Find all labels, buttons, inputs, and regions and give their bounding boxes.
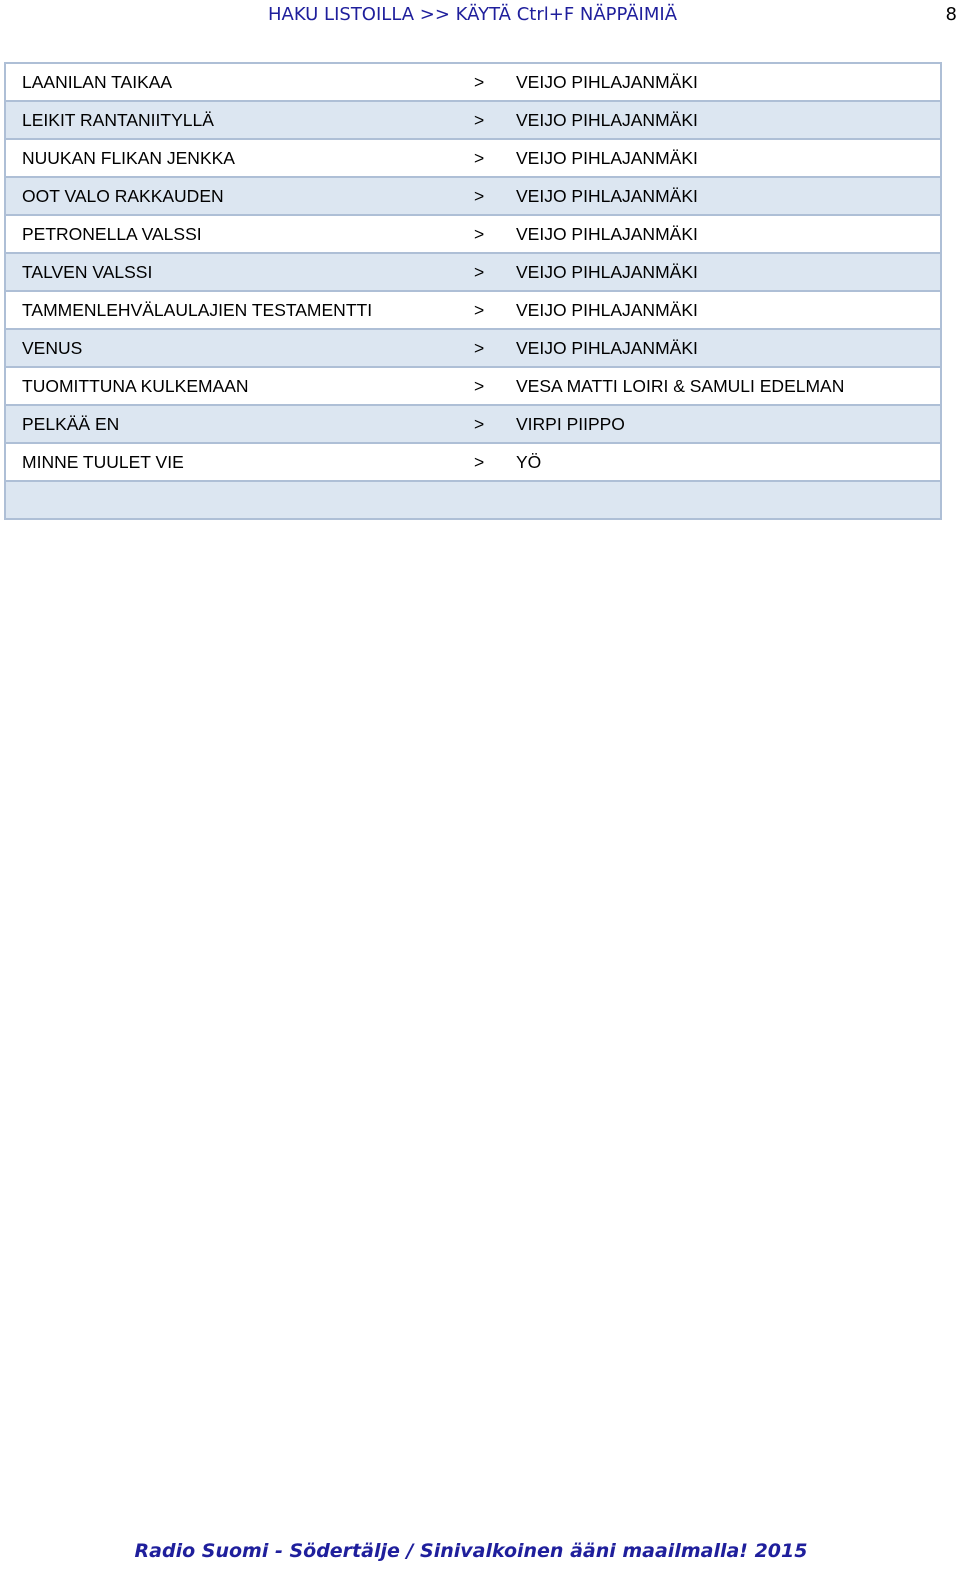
separator: > [474,367,516,405]
song-title: TALVEN VALSSI [5,253,474,291]
separator: > [474,443,516,481]
artist-name: YÖ [516,443,941,481]
table-row-empty [5,481,941,519]
artist-name: VEIJO PIHLAJANMÄKI [516,63,941,101]
artist-name: VEIJO PIHLAJANMÄKI [516,101,941,139]
artist-name: VESA MATTI LOIRI & SAMULI EDELMAN [516,367,941,405]
separator: > [474,63,516,101]
song-title: PELKÄÄ EN [5,405,474,443]
table-row [5,329,941,367]
table-row [5,177,941,215]
separator: > [474,253,516,291]
song-title: PETRONELLA VALSSI [5,215,474,253]
table-row [5,291,941,329]
separator: > [474,329,516,367]
separator: > [474,215,516,253]
artist-name: VIRPI PIIPPO [516,405,941,443]
artist-name: VEIJO PIHLAJANMÄKI [516,215,941,253]
page-number: 8 [945,4,957,25]
table-row [5,63,941,101]
song-title: OOT VALO RAKKAUDEN [5,177,474,215]
song-title: TUOMITTUNA KULKEMAAN [5,367,474,405]
artist-name: VEIJO PIHLAJANMÄKI [516,291,941,329]
separator: > [474,291,516,329]
song-title: VENUS [5,329,474,367]
song-title: LAANILAN TAIKAA [5,63,474,101]
artist-name [516,481,941,519]
table-row [5,405,941,443]
page-footer: Radio Suomi - Södertälje / Sinivalkoinen ääni maailmalla! 2015 [134,1540,808,1562]
song-title: MINNE TUULET VIE [5,443,474,481]
page-header [0,0,960,30]
separator: > [474,139,516,177]
table-row [5,253,941,291]
song-title: TAMMENLEHVÄLAULAJIEN TESTAMENTTI [5,291,474,329]
artist-name: VEIJO PIHLAJANMÄKI [516,139,941,177]
artist-name: VEIJO PIHLAJANMÄKI [516,253,941,291]
table-row [5,367,941,405]
song-title [5,481,474,519]
artist-name: VEIJO PIHLAJANMÄKI [516,329,941,367]
song-title: LEIKIT RANTANIITYLLÄ [5,101,474,139]
separator: > [474,405,516,443]
table-row [5,139,941,177]
table-row [5,215,941,253]
header-title: HAKU LISTOILLA >> KÄYTÄ Ctrl+F NÄPPÄIMIÄ [267,4,678,25]
separator [474,481,516,519]
song-table [4,62,942,520]
separator: > [474,101,516,139]
table-row [5,443,941,481]
song-title: NUUKAN FLIKAN JENKKA [5,139,474,177]
separator: > [474,177,516,215]
table-row [5,101,941,139]
artist-name: VEIJO PIHLAJANMÄKI [516,177,941,215]
